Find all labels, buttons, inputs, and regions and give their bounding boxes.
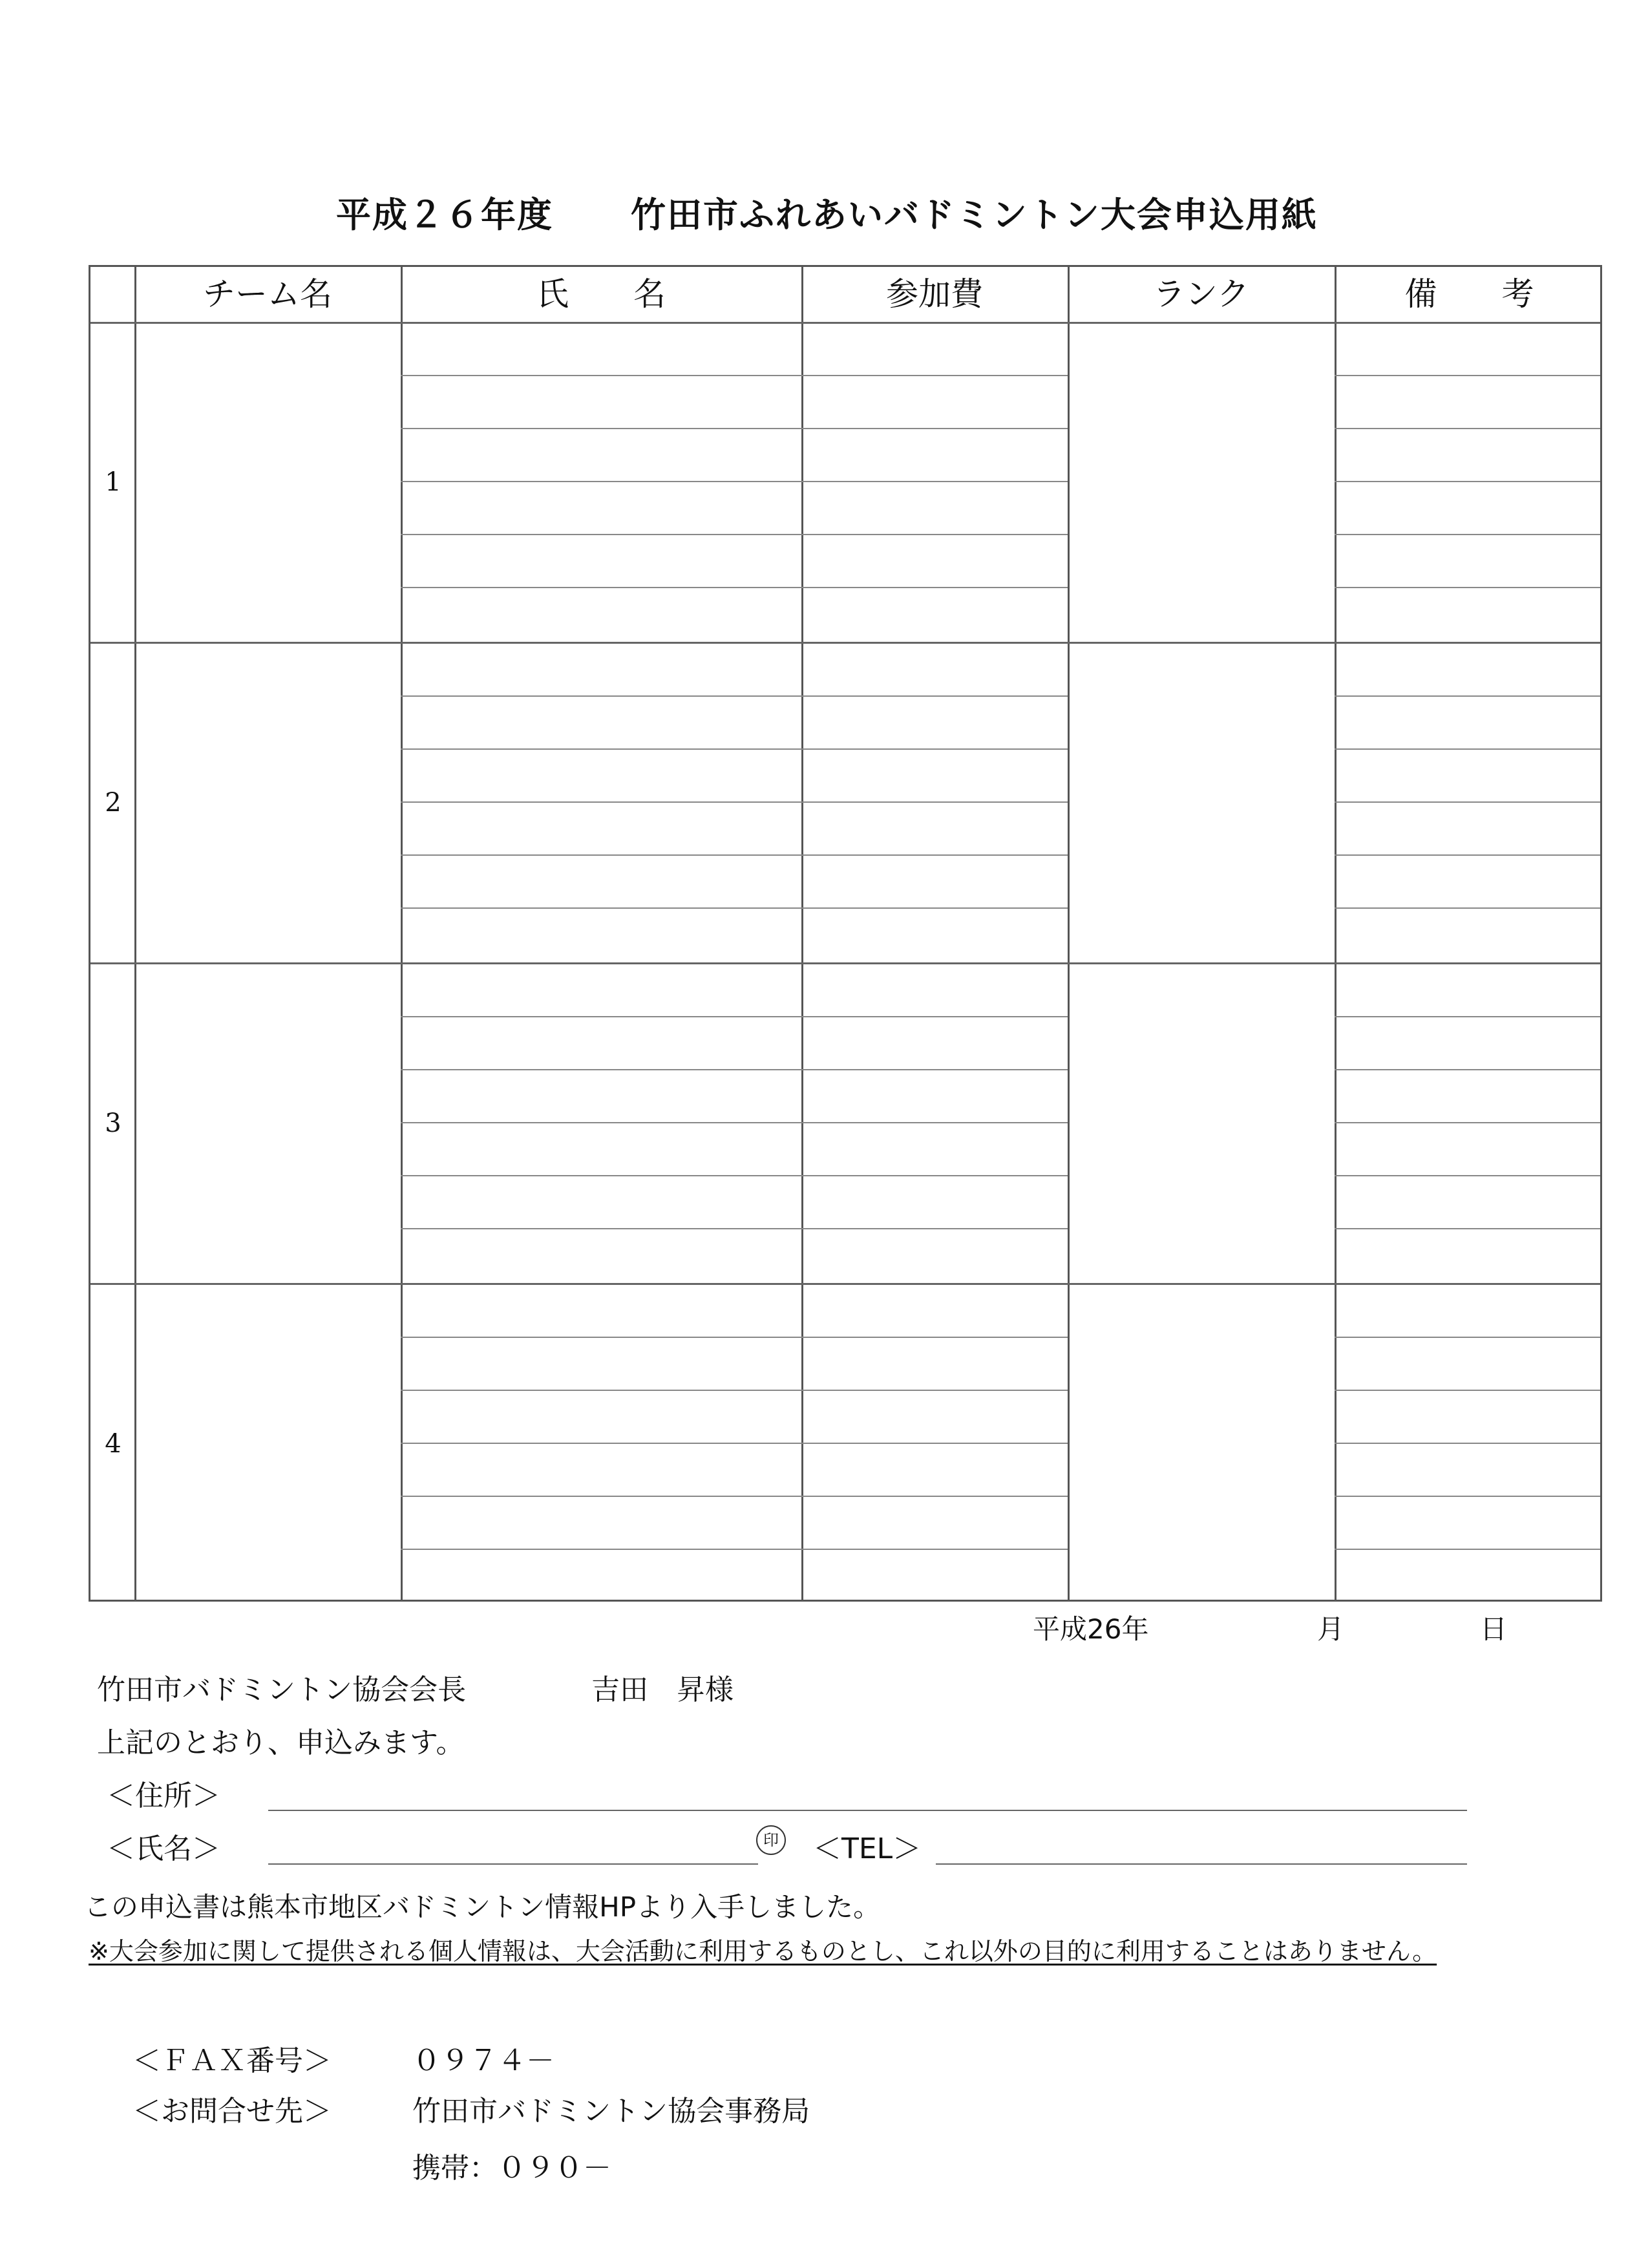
group-number: 2 <box>105 788 121 818</box>
date-day: 日 <box>1480 1613 1508 1645</box>
row-line <box>1335 1016 1600 1017</box>
addressee-name: 吉田 昇様 <box>591 1673 734 1706</box>
row-line <box>401 1337 1068 1338</box>
row-line <box>401 1016 1068 1017</box>
row-line <box>1335 587 1600 588</box>
tel-label: ＜TEL＞ <box>813 1832 922 1865</box>
row-line <box>1335 1390 1600 1391</box>
row-line <box>1335 428 1600 429</box>
header-fee: 参加費 <box>886 275 983 313</box>
row-line <box>401 1443 1068 1444</box>
row-line <box>1335 748 1600 750</box>
row-line <box>1335 801 1600 803</box>
row-line <box>401 1069 1068 1070</box>
inquiry-label: ＜お問合せ先＞ <box>132 2095 332 2128</box>
row-line <box>1335 1337 1600 1338</box>
row-line <box>1335 1443 1600 1444</box>
group-divider <box>90 962 1600 964</box>
name-field-line[interactable] <box>268 1863 758 1865</box>
row-line <box>401 695 1068 697</box>
address-label: ＜住所＞ <box>107 1779 220 1812</box>
group-divider <box>90 642 1600 644</box>
source-note: この申込書は熊本市地区バドミントン情報HPより入手しました。 <box>84 1891 881 1923</box>
row-line <box>401 1228 1068 1229</box>
column-divider <box>401 267 403 1600</box>
row-line <box>1335 1496 1600 1497</box>
group-number: 1 <box>105 467 121 497</box>
row-line <box>1335 854 1600 856</box>
row-line <box>1335 1228 1600 1229</box>
fax-value: ０９７４－ <box>412 2044 555 2077</box>
privacy-note: ※大会参加に関して提供される個人情報は、大会活動に利用するものとし、これ以外の目的に利用することはありません。 <box>89 1937 1437 1966</box>
header-team-name: チーム名 <box>203 275 332 313</box>
date-month: 月 <box>1317 1613 1345 1645</box>
row-line <box>1335 1549 1600 1550</box>
row-line <box>1335 1122 1600 1123</box>
header-divider <box>90 322 1600 324</box>
fax-label: ＜ＦＡＸ番号＞ <box>132 2044 332 2077</box>
row-line <box>401 1175 1068 1176</box>
column-divider <box>1335 267 1336 1600</box>
row-line <box>1335 695 1600 697</box>
row-line <box>1335 907 1600 909</box>
group-number: 4 <box>105 1429 121 1459</box>
title-name: 竹田市ふれあいバドミントン大会申込用紙 <box>631 195 1318 235</box>
row-line <box>401 481 1068 482</box>
row-line <box>401 748 1068 750</box>
address-field-line[interactable] <box>268 1810 1467 1811</box>
header-remarks: 備 考 <box>1404 275 1534 313</box>
title-year: 平成２６年度 <box>336 195 553 235</box>
row-line <box>1335 481 1600 482</box>
row-line <box>1335 534 1600 535</box>
row-line <box>1335 375 1600 376</box>
entry-table <box>89 265 1602 1602</box>
row-line <box>401 854 1068 856</box>
group-number: 3 <box>105 1108 121 1138</box>
name-label: ＜氏名＞ <box>107 1832 220 1865</box>
row-line <box>401 587 1068 588</box>
row-line <box>401 534 1068 535</box>
row-line <box>401 1390 1068 1391</box>
row-line <box>1335 1175 1600 1176</box>
page-title <box>336 187 1318 237</box>
statement-text: 上記のとおり、申込みます。 <box>97 1726 465 1759</box>
mobile-number: 携帯：０９０－ <box>412 2152 611 2185</box>
seal-mark: 印 <box>756 1825 786 1855</box>
column-divider <box>1068 267 1070 1600</box>
tel-field-line[interactable] <box>936 1863 1467 1865</box>
row-line <box>401 907 1068 909</box>
inquiry-value: 竹田市バドミントン協会事務局 <box>412 2095 810 2128</box>
row-line <box>401 375 1068 376</box>
row-line <box>401 801 1068 803</box>
header-player-name: 氏 名 <box>536 275 666 313</box>
row-line <box>401 1549 1068 1550</box>
row-line <box>401 1122 1068 1123</box>
group-divider <box>90 1283 1600 1285</box>
header-rank: ランク <box>1153 275 1249 313</box>
date-era: 平成26年 <box>1033 1613 1149 1645</box>
row-line <box>1335 1069 1600 1070</box>
addressee-title: 竹田市バドミントン協会会長 <box>97 1673 467 1706</box>
row-line <box>401 428 1068 429</box>
row-line <box>401 1496 1068 1497</box>
column-divider <box>801 267 803 1600</box>
